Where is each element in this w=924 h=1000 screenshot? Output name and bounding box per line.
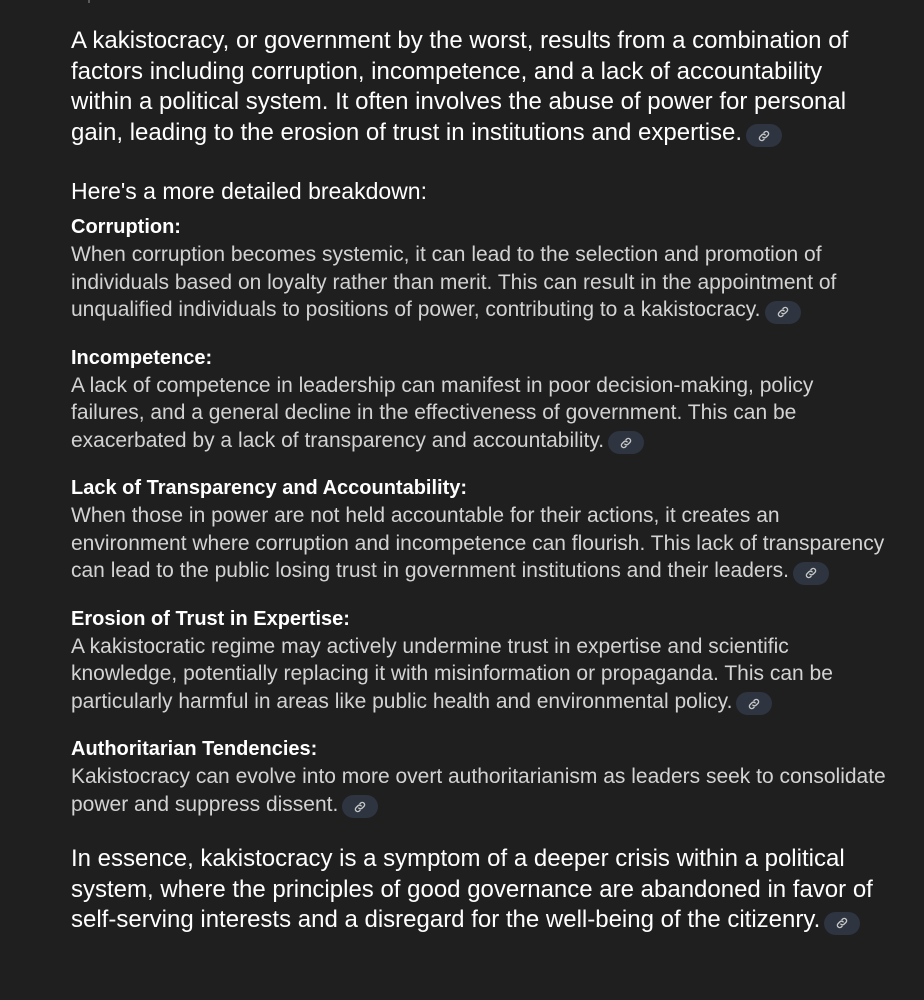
intro-text: A kakistocracy, or government by the worst, results from a combination of factors including corruption, incompetence, and a lack of accountability within a political system. It often involves the abuse of power for personal gain, leading to the erosion of trust in institutions and expertise. xyxy=(71,27,849,146)
response-content xyxy=(71,26,886,936)
section-title: Corruption: xyxy=(71,216,181,238)
section-title: Erosion of Trust in Expertise: xyxy=(71,607,350,630)
source-link-chip[interactable] xyxy=(608,431,644,454)
link-icon xyxy=(835,916,849,930)
intro-paragraph xyxy=(71,26,886,148)
section-erosion-of-trust xyxy=(71,606,886,716)
breakdown-heading: Here's a more detailed breakdown: xyxy=(71,178,427,204)
section-title: Lack of Transparency and Accountability: xyxy=(71,477,468,499)
link-icon xyxy=(353,800,367,814)
section-text: When corruption becomes systemic, it can lead to the selection and promotion of individuals based on loyalty rather than merit. This can result in the appointment of unqualified individuals to positions of power, contributing to a kakistocracy. xyxy=(71,243,837,321)
section-text: Kakistocracy can evolve into more overt authoritarianism as leaders seek to consolidate power and suppress dissent. xyxy=(71,765,886,816)
link-icon xyxy=(804,566,818,580)
section-title: Incompetence: xyxy=(71,346,213,369)
source-link-chip[interactable] xyxy=(824,912,860,935)
source-link-chip[interactable] xyxy=(765,301,801,324)
section-body xyxy=(71,372,886,455)
closing-text: In essence, kakistocracy is a symptom of a deeper crisis within a political system, where the principles of good governance are abandoned in favor of self-serving interests and a disregard for the well-being of the citizenry. xyxy=(71,845,873,933)
source-link-chip[interactable] xyxy=(793,562,829,585)
section-authoritarian xyxy=(71,736,886,818)
closing-paragraph xyxy=(71,844,886,936)
section-text: A lack of competence in leadership can manifest in poor decision-making, policy failures, and a general decline in the effectiveness of government. This can be exacerbated by a lack of transparency and accountability. xyxy=(71,373,814,452)
section-incompetence xyxy=(71,345,886,455)
section-transparency xyxy=(71,475,886,585)
section-body xyxy=(71,241,886,324)
section-body xyxy=(71,763,886,818)
section-text: A kakistocratic regime may actively undermine trust in expertise and scientific knowledge, potentially replacing it with misinformation or propaganda. This can be particularly harmful in areas like public health and environmental policy. xyxy=(71,634,833,713)
link-icon xyxy=(747,697,761,711)
section-corruption xyxy=(71,214,886,324)
link-icon xyxy=(757,129,771,143)
link-icon xyxy=(776,305,790,319)
source-link-chip[interactable] xyxy=(746,124,782,147)
source-link-chip[interactable] xyxy=(736,692,772,715)
source-link-chip[interactable] xyxy=(342,795,378,818)
scroll-edge-marker xyxy=(88,0,90,3)
section-body xyxy=(71,502,886,585)
section-text: When those in power are not held accountable for their actions, it creates an environment where corruption and incompetence can flourish. This lack of transparency can lead to the public losing trust in government institutions and their leaders. xyxy=(71,504,885,582)
section-title: Authoritarian Tendencies: xyxy=(71,738,318,760)
link-icon xyxy=(619,436,633,450)
section-body xyxy=(71,633,886,716)
